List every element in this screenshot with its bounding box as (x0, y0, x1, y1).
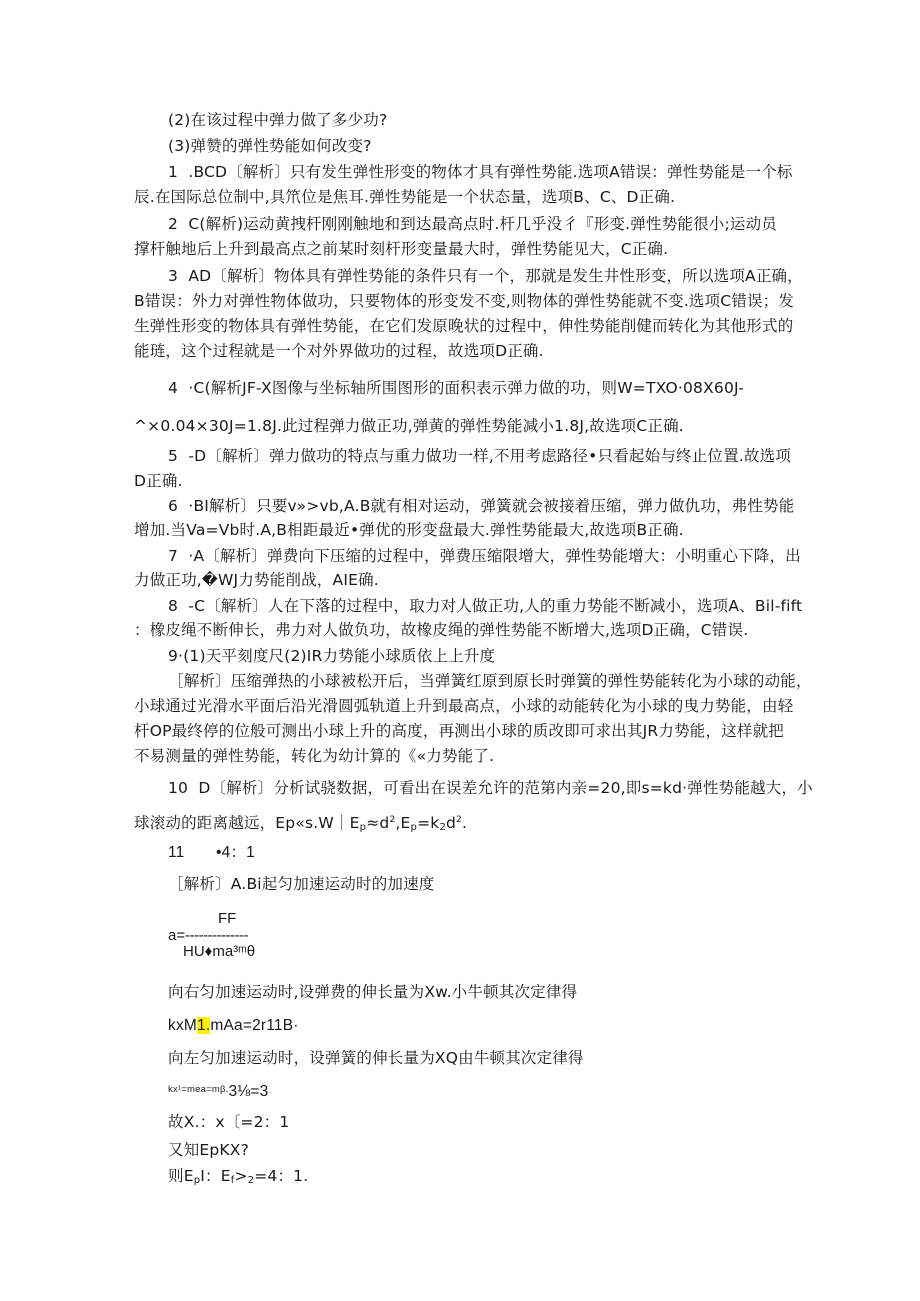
formula-text: . (461, 814, 468, 832)
subscript: p (193, 1175, 201, 1186)
equation-line (168, 1080, 269, 1102)
text-line: 向右匀加速运动时,设弹费的伸长量为Xw.小牛顿其次定律得 (168, 983, 578, 1001)
subscript: 2 (439, 822, 446, 833)
text-line: 力做正功,�WJ力势能削战，AIE确. (134, 571, 379, 589)
formula-text: I：E (200, 1167, 231, 1185)
text-line: 撑杆触地后上升到最高点之前某时刻杆形变量最大时，弹性势能见大，C正确. (134, 240, 669, 258)
formula-text: 球滚动的距离越远，Ep«s.W｜E (134, 814, 360, 832)
subscript: 2 (247, 1175, 255, 1186)
superscript: 2 (456, 815, 462, 825)
formula-text: ≈d (366, 814, 390, 832)
text-line: 2 C(解析)运动黄拽杆刚刚触地和到达最高点时.杆几乎没彳『形变.弹性势能很小;运动员 (168, 215, 778, 233)
subscript: p (359, 822, 367, 833)
text-line: ：橡皮绳不断伸长，弗力对人做负功，故橡皮绳的弹性势能不断增大,选项D正确，C错误. (134, 621, 749, 639)
fraction-equation (168, 927, 248, 944)
text-line: 8 -C〔解析〕人在下落的过程中，取力对人做正功,人的重力势能不断减小，选项A、Bil-fift (168, 597, 803, 615)
text-line: ［解析〕压缩弹热的小球被松开后，当弹簧红原到原长时弹簧的弹性势能转化为小球的动能， (168, 672, 812, 690)
text-line: 3 AD〔解析〕物体具有弹性势能的条件只有一个，那就是发生井性形变，所以选项A正确， (168, 267, 803, 285)
text-line: 5 -D〔解析〕弹力做功的特点与重力做功一样,不用考虑路径•只看起始与终止位置.故选项 (168, 447, 792, 465)
formula-text: ,E (395, 814, 411, 832)
formula-text: a= (168, 927, 186, 944)
text-line: B错误：外力对弹性物体做功，只要物体的形变发不变,则物体的弹性势能就不变.选项C错误；发 (134, 292, 795, 310)
formula-text: d (446, 814, 457, 832)
formula-text: 3⅛=3 (228, 1083, 269, 1100)
text-line: (3)弹赞的弹性势能如何改变? (168, 137, 372, 155)
text-line: 9·(1)天平刻度尺(2)IR力势能小球质依上上升度 (168, 647, 496, 665)
text-line: 6 ·BI解析〕只要v»>vb,A.B就有相对运动，弹簧就会被接着压缩，弹力做仇功，弗性势能 (168, 497, 795, 515)
text-line: 4 ·C(解析JF-X图像与坐标轴所围图形的面积表示弹力做的功，则W=TXO·08X60J- (168, 379, 745, 397)
equation-line (168, 1016, 299, 1036)
fraction-denominator: HU♦ma³ᵐθ (183, 943, 256, 960)
text-line: 1 .BCD〔解析〕只有发生弹性形变的物体才具有弹性势能.选项A错误：弹性势能是一个标 (168, 163, 793, 181)
text-line: 又知EpKX? (168, 1141, 250, 1159)
formula-text: kxM (168, 1017, 198, 1034)
formula-text: kx¹=mea=mβ. (168, 1084, 229, 1095)
formula-text: > (234, 1167, 248, 1185)
text-line: 杆OP最终停的位般可测出小球上升的高度，再测出小球的质改即可求出其JR力势能，这样就把 (134, 722, 784, 740)
text-line: D正确. (134, 472, 183, 490)
text-line: 10 D〔解析〕分析试骁数据，可看出在误差允许的范第内亲=20,即s=kd·弹性势能越大，小 (168, 779, 813, 797)
fraction-numerator: FF (218, 910, 237, 927)
text-line: 小球通过光滑水平面后沿光滑圆弧轨道上升到最高点，小球的动能转化为小球的曳力势能，由轻 (134, 697, 794, 715)
formula-text: =k (417, 814, 440, 832)
text-line: 增加.当Va=Vb时.A,B相距最近•弹优的形变盘最大.弹性势能最大,故选项B正确. (134, 521, 684, 539)
text-line-with-formula (134, 810, 467, 838)
text-line: 不易测量的弹性势能，转化为幼计算的《«力势能了. (134, 747, 495, 765)
text-line: 故X.：x〔=2：1 (168, 1113, 290, 1131)
fraction-bar: -------------- (185, 927, 249, 944)
text-line: 辰.在国际总位制中,具笊位是焦耳.弹性势能是一个状态量，选项B、C、D正确. (134, 188, 676, 206)
highlighted-text: 1. (197, 1017, 211, 1034)
superscript: 2 (389, 815, 396, 825)
text-line: ^×0.04×30J=1.8J.此过程弹力做正功,弹黄的弹性势能减小1.8J,故选项C正确. (134, 417, 684, 435)
formula-text: mAa=2r11B· (210, 1017, 299, 1034)
text-line: ［解析〕A.Bi起匀加速运动时的加速度 (168, 875, 435, 893)
subscript: f (230, 1175, 235, 1186)
formula-text: =4：1. (254, 1167, 309, 1185)
formula-text: 则E (168, 1167, 194, 1185)
text-line: 生弹性形变的物体具有弹性势能，在它们发原晚状的过程中，伸性势能削健而转化为其他形式的 (134, 317, 794, 335)
text-line: 11 •4：1 (168, 844, 256, 861)
text-line: 向左匀加速运动时，设弹簧的伸长量为XQ由牛顿其次定律得 (168, 1049, 584, 1067)
text-line: 7 ·A〔解析〕弹费向下压缩的过程中，弹费压缩限增大，弹性势能增大：小明重心下降，出 (168, 547, 801, 565)
subscript: p (410, 822, 418, 833)
equation-line (168, 1166, 308, 1191)
text-line: 能琏，这个过程就是一个对外界做功的过程，故选项D正确. (134, 342, 544, 360)
text-line: (2)在该过程中弹力做了多少功? (168, 111, 388, 129)
